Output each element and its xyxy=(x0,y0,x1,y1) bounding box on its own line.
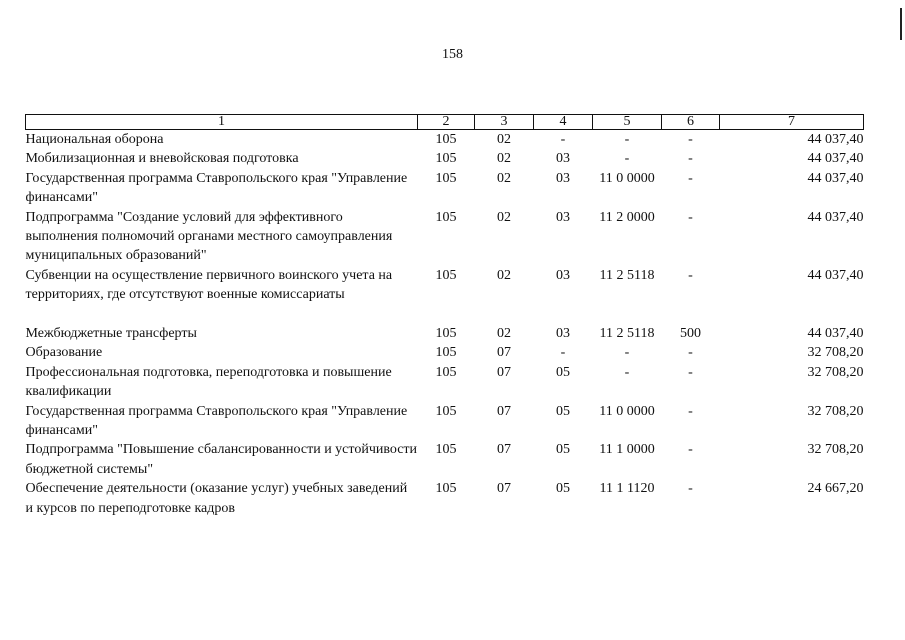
row-col3: 02 xyxy=(497,170,511,186)
row-col5: - xyxy=(624,345,630,361)
row-col2: 105 xyxy=(435,151,457,167)
row-col5: - xyxy=(624,151,630,167)
row-col4: 03 xyxy=(556,326,570,342)
row-col5: 11 1 0000 xyxy=(599,442,655,458)
page-number: 158 xyxy=(442,47,463,62)
row-col4: - xyxy=(560,132,566,147)
row-col5: 11 2 0000 xyxy=(599,209,655,225)
table-row xyxy=(26,130,864,150)
row-col2: 105 xyxy=(435,170,457,186)
row-col3: 02 xyxy=(497,132,511,147)
table-row xyxy=(26,324,864,343)
column-header-4: 4 xyxy=(534,115,593,130)
row-name: Профессиональная подготовка, переподготовка и повышение квалификации xyxy=(25,364,392,400)
row-col6: - xyxy=(688,345,693,361)
row-col6: - xyxy=(688,403,693,419)
table-row xyxy=(26,363,864,402)
column-header-2: 2 xyxy=(418,115,475,130)
row-col2: 105 xyxy=(435,326,457,342)
row-col4: 05 xyxy=(556,364,570,380)
row-amount: 24 667,20 xyxy=(807,481,864,497)
row-amount: 32 708,20 xyxy=(807,345,864,361)
row-col3: 02 xyxy=(497,151,511,167)
table-row xyxy=(26,208,864,266)
row-col4: 03 xyxy=(556,267,570,283)
row-col2: 105 xyxy=(435,132,457,147)
row-col6: - xyxy=(688,442,693,458)
column-header-1: 1 xyxy=(26,115,418,130)
column-header-7: 7 xyxy=(720,115,864,130)
row-name: Государственная программа Ставропольского края "Управление финансами" xyxy=(25,170,408,206)
column-header-3: 3 xyxy=(475,115,534,130)
row-col3: 07 xyxy=(497,403,511,419)
row-amount: 44 037,40 xyxy=(807,267,864,283)
row-col3: 07 xyxy=(497,481,511,497)
budget-table xyxy=(25,114,864,518)
row-amount: 44 037,40 xyxy=(807,151,864,167)
row-col6: - xyxy=(688,170,693,186)
row-col2: 105 xyxy=(435,403,457,419)
row-spacer xyxy=(26,305,864,324)
row-amount: 44 037,40 xyxy=(807,209,864,225)
table-row xyxy=(26,343,864,362)
row-col5: 11 1 1120 xyxy=(599,481,655,497)
row-col4: 03 xyxy=(556,209,570,225)
row-col4: 03 xyxy=(556,151,570,167)
row-name: Субвенции на осуществление первичного воинского учета на территориях, где отсутствуют военные комиссариаты xyxy=(25,267,393,303)
row-col2: 105 xyxy=(435,364,457,380)
row-col3: 07 xyxy=(497,442,511,458)
row-name: Национальная оборона xyxy=(25,132,164,147)
column-header-5: 5 xyxy=(593,115,662,130)
row-col3: 02 xyxy=(497,267,511,283)
row-col5: - xyxy=(624,132,630,147)
row-col2: 105 xyxy=(435,481,457,497)
row-amount: 44 037,40 xyxy=(807,132,864,147)
row-amount: 32 708,20 xyxy=(807,442,864,458)
row-col4: - xyxy=(560,345,566,361)
row-name: Образование xyxy=(25,345,103,361)
row-col5: 11 0 0000 xyxy=(599,403,655,419)
row-name: Мобилизационная и вневойсковая подготовка xyxy=(25,151,299,167)
row-col4: 05 xyxy=(556,442,570,458)
row-col6: - xyxy=(688,209,693,225)
row-col4: 05 xyxy=(556,403,570,419)
table-row xyxy=(26,149,864,168)
scan-edge-mark xyxy=(900,8,902,40)
row-col6: - xyxy=(688,151,693,167)
row-name: Межбюджетные трансферты xyxy=(25,326,197,342)
row-col2: 105 xyxy=(435,345,457,361)
row-col4: 03 xyxy=(556,170,570,186)
column-header-6: 6 xyxy=(662,115,720,130)
row-col3: 07 xyxy=(497,364,511,380)
row-col2: 105 xyxy=(435,267,457,283)
row-col3: 02 xyxy=(497,326,511,342)
row-col4: 05 xyxy=(556,481,570,497)
row-name: Обеспечение деятельности (оказание услуг) учебных заведений и курсов по переподготовке кадров xyxy=(25,481,408,516)
row-col2: 105 xyxy=(435,442,457,458)
row-col5: 11 2 5118 xyxy=(599,326,655,342)
row-amount: 44 037,40 xyxy=(807,170,864,186)
row-name: Государственная программа Ставропольского края "Управление финансами" xyxy=(25,403,408,439)
table-row xyxy=(26,440,864,479)
row-col6: - xyxy=(688,481,693,497)
row-col5: 11 2 5118 xyxy=(599,267,655,283)
table-row xyxy=(26,266,864,305)
table-row xyxy=(26,402,864,441)
table-row xyxy=(26,479,864,518)
row-col5: 11 0 0000 xyxy=(599,170,655,186)
row-name: Подпрограмма "Повышение сбалансированности и устойчивости бюджетной системы" xyxy=(25,442,418,477)
row-col6: 500 xyxy=(680,326,701,342)
row-col5: - xyxy=(624,364,630,380)
row-amount: 32 708,20 xyxy=(807,364,864,380)
table-row xyxy=(26,169,864,208)
row-col3: 07 xyxy=(497,345,511,361)
row-name: Подпрограмма "Создание условий для эффективного выполнения полномочий органами местного самоуправления муниципальных образований" xyxy=(25,209,393,264)
row-col3: 02 xyxy=(497,209,511,225)
row-col2: 105 xyxy=(435,209,457,225)
row-col6: - xyxy=(688,364,693,380)
row-amount: 44 037,40 xyxy=(807,326,864,342)
row-amount: 32 708,20 xyxy=(807,403,864,419)
table-header-row xyxy=(26,115,864,130)
row-col6: - xyxy=(688,132,693,147)
row-col6: - xyxy=(688,267,693,283)
